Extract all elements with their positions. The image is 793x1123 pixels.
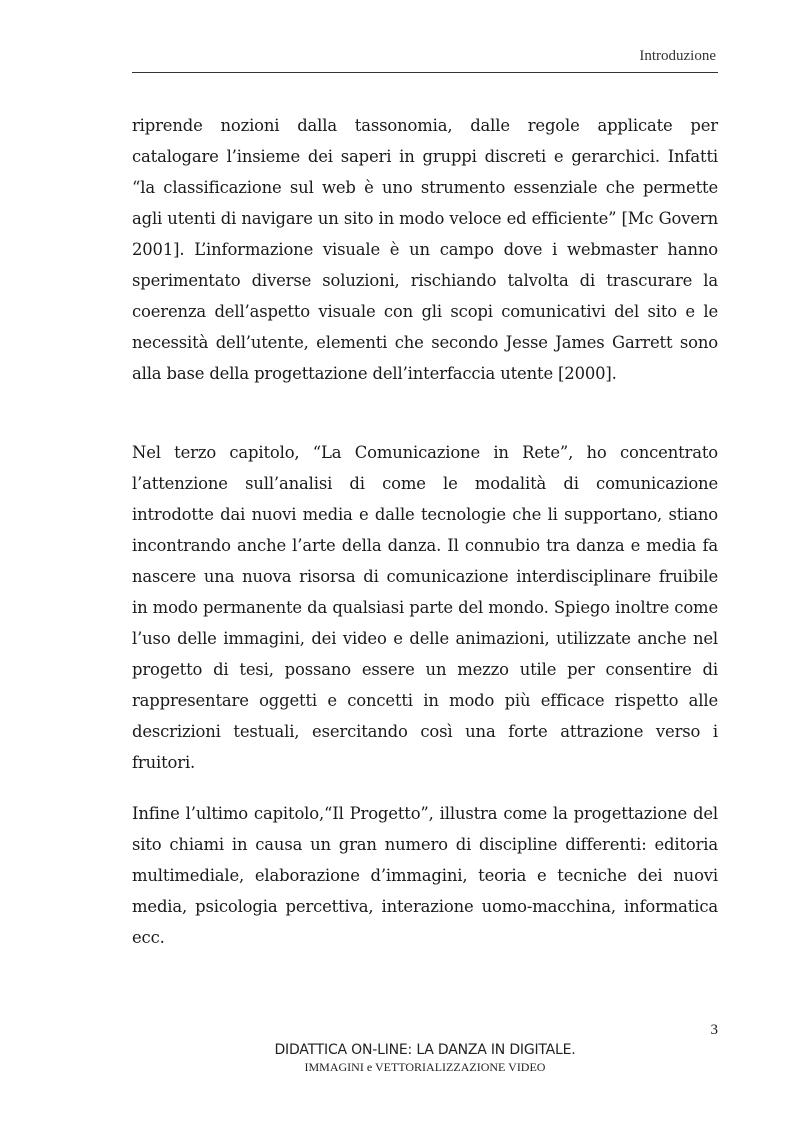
page-header <box>132 46 718 73</box>
footer-subtitle: IMMAGINI e VETTORIALIZZAZIONE VIDEO <box>304 1060 546 1074</box>
running-header-title: Introduzione <box>639 48 716 64</box>
body-text <box>132 110 718 953</box>
paragraph-taxonomy: riprende nozioni dalla tassonomia, dalle regole applicate per catalogare l’insieme dei saperi in gruppi discreti e gerarchici. Infatti “la classificazione sul web è uno strumento essenziale che permette agli utenti di navigare un sito in modo veloce ed efficiente” [Mc Govern 2001]. L’informazione visuale è un campo dove i webmaster hanno sperimentato diverse soluzioni, rischiando talvolta di trascurare la coerenza dell’aspetto visuale con gli scopi comunicativi del sito e le necessità dell’utente, elementi che secondo Jesse James Garrett sono alla base della progettazione dell’interfaccia utente [2000]. <box>132 116 718 383</box>
footer-title: DIDATTICA ON-LINE: LA DANZA IN DIGITALE. <box>274 1042 576 1058</box>
paragraph-last-chapter: Infine l’ultimo capitolo,“Il Progetto”, illustra come la progettazione del sito chiami in causa un gran numero di discipline differenti: editoria multimediale, elaborazione d’immagini, teoria e tecniche dei nuovi media, psicologia percettiva, interazione uomo-macchina, informatica ecc. <box>132 804 718 947</box>
paragraph-chapter-three: Nel terzo capitolo, “La Comunicazione in Rete”, ho concentrato l’attenzione sull’analisi di come le modalità di comunicazione introdotte dai nuovi media e dalle tecnologie che li supportano, stiano incontrando anche l’arte della danza. Il connubio tra danza e media fa nascere una nuova risorsa di comunicazione interdisciplinare fruibile in modo permanente da qualsiasi parte del mondo. Spiego inoltre come l’uso delle immagini, dei video e delle animazioni, utilizzate anche nel progetto di tesi, possano essere un mezzo utile per consentire di rappresentare oggetti e concetti in modo più efficace rispetto alle descrizioni testuali, esercitando così una forte attrazione verso i fruitori. <box>132 443 718 772</box>
page-number: 3 <box>710 1022 718 1038</box>
